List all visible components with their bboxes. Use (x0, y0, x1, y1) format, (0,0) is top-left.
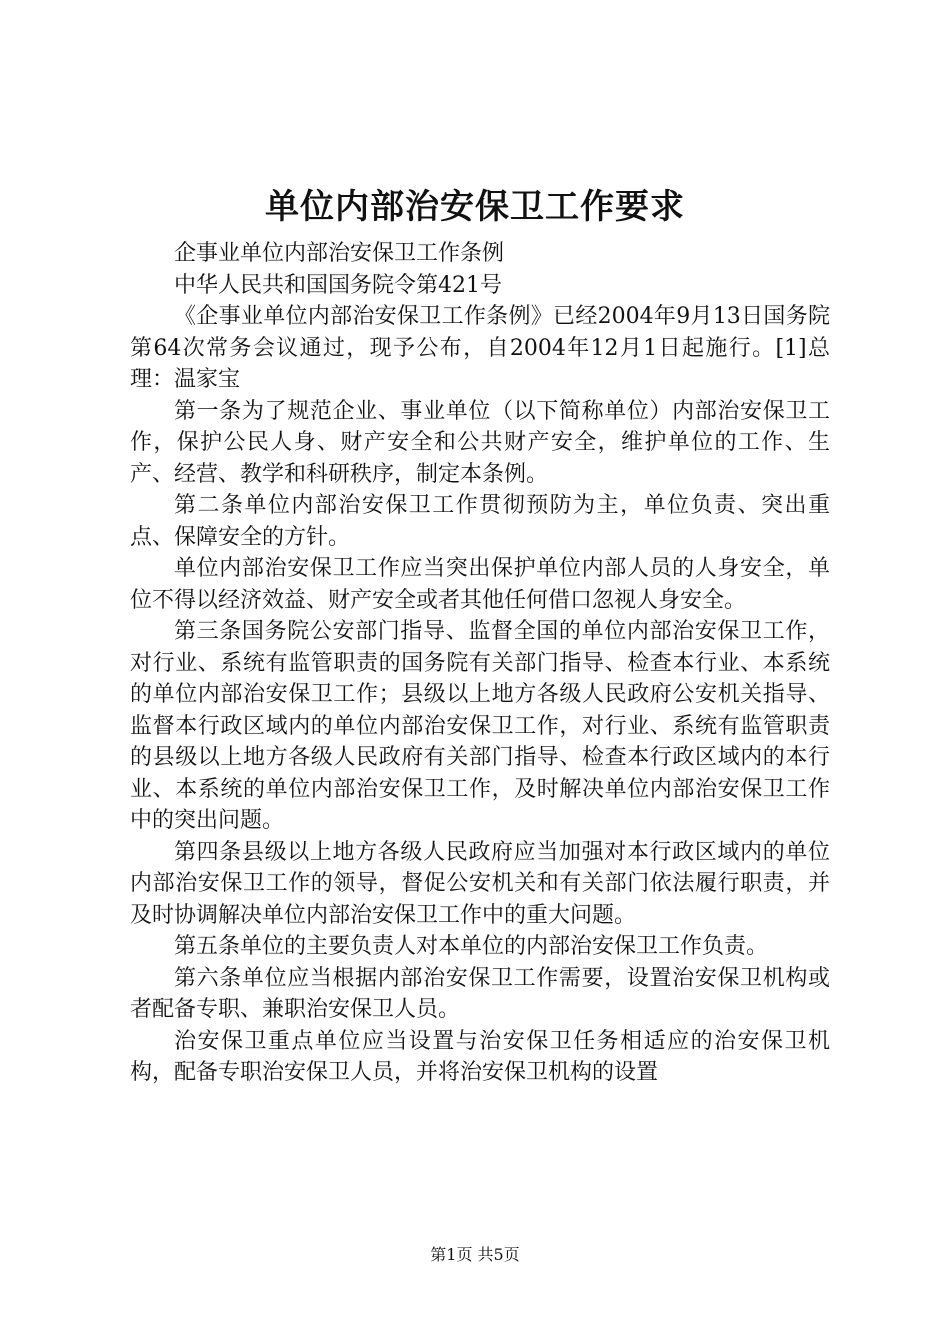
document-body (130, 238, 830, 1089)
paragraph: 企事业单位内部治安保卫工作条例 (174, 241, 505, 266)
paragraph: 单位内部治安保卫工作应当突出保护单位内部人员的人身安全，单位不得以经济效益、财产安全或者其他任何借口忽视人身安全。 (130, 556, 830, 613)
paragraph: 第四条县级以上地方各级人民政府应当加强对本行政区域内的单位内部治安保卫工作的领导，督促公安机关和有关部门依法履行职责，并及时协调解决单位内部治安保卫工作中的重大问题。 (130, 839, 830, 928)
page-footer: 第1页 共5页 (430, 1245, 520, 1264)
paragraph: 治安保卫重点单位应当设置与治安保卫任务相适应的治安保卫机构，配备专职治安保卫人员，并将治安保卫机构的设置 (130, 1028, 830, 1085)
paragraph: 中华人民共和国国务院令第421号 (174, 272, 502, 298)
paragraph: 第五条单位的主要负责人对本单位的内部治安保卫工作负责。 (174, 934, 769, 959)
paragraph: 第二条单位内部治安保卫工作贯彻预防为主，单位负责、突出重点、保障安全的方针。 (130, 493, 830, 550)
document-title: 单位内部治安保卫工作要求 (265, 187, 685, 227)
paragraph: 《企事业单位内部治安保卫工作条例》已经2004年9月13日国务院第64次常务会议通过，现予公布，自2004年12月1日起施行。[1]总理：温家宝 (130, 304, 830, 392)
paragraph: 第一条为了规范企业、事业单位（以下简称单位）内部治安保卫工作，保护公民人身、财产安全和公共财产安全，维护单位的工作、生产、经营、教学和科研秩序，制定本条例。 (130, 398, 830, 487)
paragraph: 第六条单位应当根据内部治安保卫工作需要，设置治安保卫机构或者配备专职、兼职治安保卫人员。 (130, 965, 830, 1022)
paragraph: 第三条国务院公安部门指导、监督全国的单位内部治安保卫工作，对行业、系统有监管职责的国务院有关部门指导、检查本行业、本系统的单位内部治安保卫工作；县级以上地方各级人民政府公安机关指导、监督本行政区域内的单位内部治安保卫工作，对行业、系统有监管职责的县级以上地方各级人民政府有关部门指导、检查本行政区域内的本行业、本系统的单位内部治安保卫工作，及时解决单位内部治安保卫工作中的突出问题。 (130, 619, 830, 833)
